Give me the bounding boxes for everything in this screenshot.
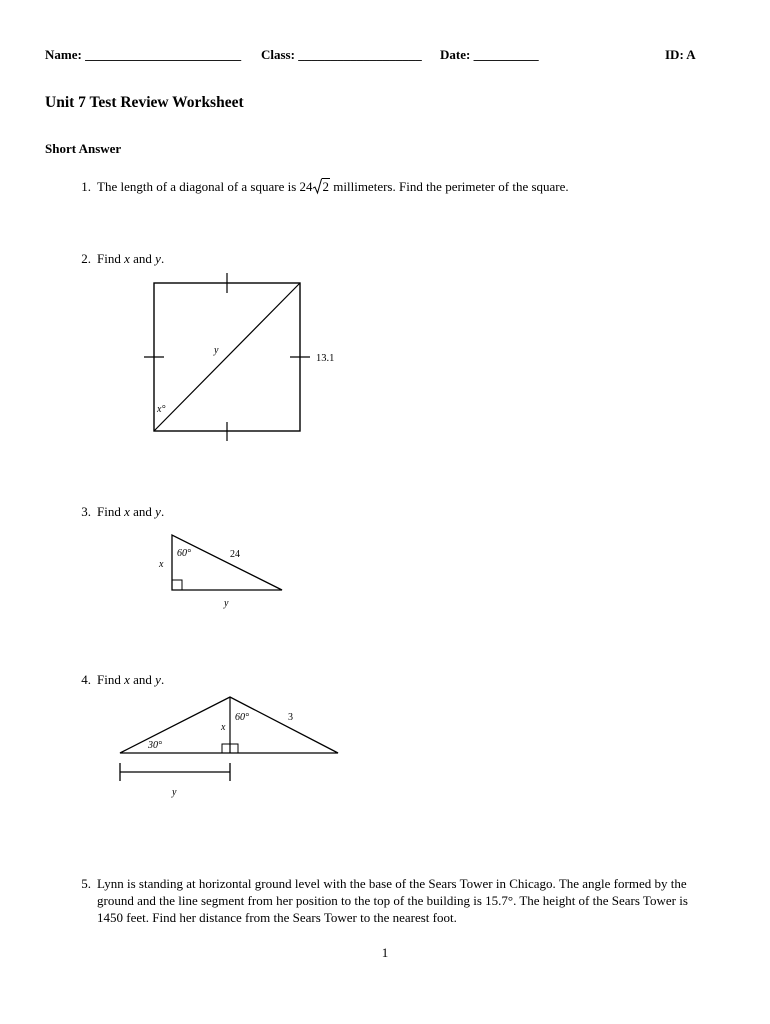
angle-label: x° [157,404,166,415]
text-end: . [160,672,165,687]
var-y: y [155,672,161,687]
question-number: 2. [81,251,91,266]
right-triangle-figure [150,530,300,615]
text-and: and [129,672,156,687]
right-angle-marker [172,580,182,590]
question-2 [75,250,375,270]
question-text-after: millimeters. Find the perimeter of the square. [330,179,569,194]
text-end: . [160,504,165,519]
class-field-label: Class: ___________________ [261,47,422,62]
square-diagonal [154,283,300,431]
var-x: x [124,504,130,519]
id-label: ID: A [665,47,696,62]
question-4 [75,671,375,691]
var-y: y [155,504,161,519]
text-find: Find [97,504,125,519]
question-text-before: The length of a diagonal of a square is 24 [97,179,313,194]
bottom-side-label: y [224,598,229,609]
text-and: and [129,251,156,266]
left-side-label: x [159,559,164,570]
angle-label: 60° [177,548,191,559]
side-length-label: 13.1 [316,353,335,364]
text-end: . [160,251,165,266]
left-angle-label: 30° [148,740,162,751]
date-field-label: Date: __________ [440,47,539,62]
text-find: Find [97,251,125,266]
section-heading: Short Answer [45,141,122,156]
var-x: x [124,251,130,266]
altitude-label: x [221,722,226,733]
question-number: 4. [81,672,91,687]
bottom-length-label: y [172,787,177,798]
radicand: 2 [322,179,330,194]
text-and: and [129,504,156,519]
question-5 [75,875,715,935]
triangle-outline [172,535,282,590]
question-1 [75,178,735,198]
page-title: Unit 7 Test Review Worksheet [45,94,244,111]
text-find: Find [97,672,125,687]
side-length-label: 3 [288,712,293,723]
question-text [97,671,164,688]
question-text [97,503,164,520]
question-3 [75,503,375,523]
question-number: 3. [81,504,91,519]
diagonal-label: y [214,345,219,356]
square-figure [140,270,360,445]
var-y: y [155,251,161,266]
sqrt-symbol [313,178,331,195]
question-number: 5. [81,876,91,891]
page-number: 1 [381,945,389,960]
triangle-with-altitude-figure [110,690,350,805]
question-text: Lynn is standing at horizontal ground level with the base of the Sears Tower in Chicago. The angle formed by the ground and the line segment from her position to the top of the building is 15.7°. The height of the Sears Tower is 1450 feet. Find her distance from the Sears Tower to the nearest foot. [97,876,688,925]
question-text [97,250,164,267]
radical-sign-icon [313,178,322,195]
header-bar [45,47,725,67]
hypotenuse-label: 24 [230,549,240,560]
top-angle-label: 60° [235,712,249,723]
var-x: x [124,672,130,687]
question-text [97,178,569,195]
question-number: 1. [81,179,91,194]
name-field-label: Name: ________________________ [45,47,242,62]
